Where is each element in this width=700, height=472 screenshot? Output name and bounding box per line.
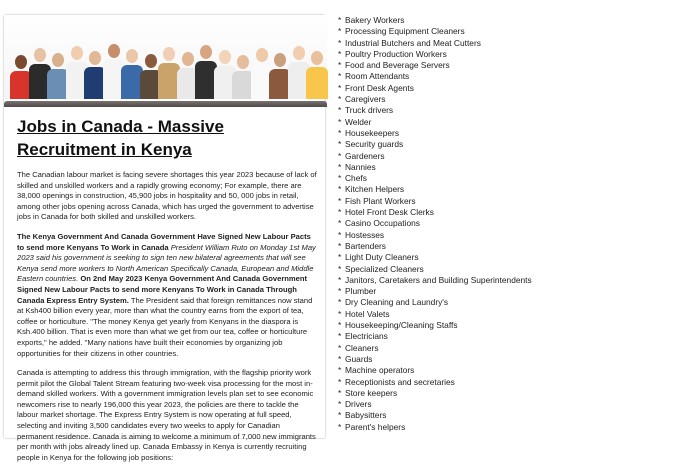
job-title: Housekeepers (345, 127, 400, 138)
job-list-item (338, 26, 698, 37)
job-list-item (338, 218, 698, 229)
job-title: Bakery Workers (345, 15, 405, 25)
job-title: Hotel Front Desk Clerks (345, 207, 434, 218)
bullet-marker: * (338, 82, 342, 93)
job-title: Industrial Butchers and Meat Cutters (345, 37, 481, 48)
job-list-item (338, 60, 698, 71)
bullet-marker: * (338, 37, 342, 48)
job-list-item (338, 49, 698, 60)
job-list-item (338, 297, 698, 308)
job-list-item (338, 331, 698, 342)
job-list-item (338, 139, 698, 150)
bullet-marker: * (338, 240, 342, 251)
job-title: Parent's helpers (345, 421, 406, 432)
bullet-marker: * (338, 71, 342, 82)
job-title: Truck drivers (345, 105, 394, 116)
job-title: Plumber (345, 286, 377, 297)
bullet-marker: * (338, 421, 342, 432)
article-paragraph-immigration: Canada is attempting to address this through immigration, with the flagship priority work permit pilot the Global Talent Stream featuring two-week visa processing for the most in-demand skilled workers. With a government immigration levels plan set to see economic newcomers rise to nearly 196,000 this year 2023, the policies are there to tackle the labour market shortage. The Express Entry System is now operating at full speed, selecting and inviting 3,500 candidates every two weeks to apply for Canadian permanent residence. Canada is aiming to welcome a minimum of 7,000 new immigrants per month with jobs already lined up. Canada Embassy in Kenya is currently recruiting people in Kenya for the following job positions: (17, 368, 316, 462)
job-list-item (338, 173, 698, 184)
job-list-item (338, 38, 698, 49)
job-positions-list (338, 15, 698, 433)
bullet-marker: * (338, 184, 342, 195)
bullet-marker: * (338, 308, 342, 319)
job-title: Light Duty Cleaners (345, 252, 419, 263)
job-title: Drivers (345, 399, 372, 410)
job-title: Cleaners (345, 342, 379, 353)
job-list-item (338, 264, 698, 275)
bullet-marker: * (338, 320, 342, 331)
job-title: Fish Plant Workers (345, 195, 416, 206)
bullet-marker: * (338, 26, 342, 37)
job-list-item (338, 399, 698, 410)
labour-pacts-headline: The Kenya Government And Canada Government Have Signed New Labour Pacts to send more Kenyans To Work in Canada (17, 231, 311, 252)
remittances-text: The President said that foreign remittances now stand at Ksh400 billion every year, more than what the country earns from the export of tea, coffee or horticulture. "The money Kenya get yearly from Kenyans in the diaspora is Ksh.400 billion. That is even more than what we get from our tea, coffee or horticulture exports," he added. "Many nations have built their economies by organizing job opportunities for their citizens in other countries. (17, 295, 313, 358)
article-paragraph-labour-pacts (17, 232, 317, 359)
job-list-item (338, 275, 698, 286)
job-list-item (338, 309, 698, 320)
bullet-marker: * (338, 252, 342, 263)
bullet-marker: * (338, 116, 342, 127)
job-title: Janitors, Caretakers and Building Superintendents (345, 274, 532, 285)
article-title[interactable]: Jobs in Canada - Massive Recruitment in Kenya (17, 117, 224, 159)
job-title: Poultry Production Workers (345, 48, 447, 59)
bullet-marker: * (338, 331, 342, 342)
job-title: Dry Cleaning and Laundry's (345, 297, 449, 308)
article-divider (4, 101, 327, 107)
bullet-marker: * (338, 263, 342, 274)
job-title: Processing Equipment Cleaners (345, 26, 465, 37)
job-list-item (338, 388, 698, 399)
bullet-marker: * (338, 286, 342, 297)
job-title: Hotel Valets (345, 308, 390, 319)
job-title: Gardeners (345, 150, 385, 161)
job-list-item (338, 377, 698, 388)
job-list-item (338, 83, 698, 94)
bullet-marker: * (338, 387, 342, 398)
bullet-marker: * (338, 127, 342, 138)
job-list-item (338, 94, 698, 105)
job-title: Security guards (345, 139, 404, 150)
job-title: Welder (345, 116, 372, 127)
bullet-marker: * (338, 353, 342, 364)
job-title: Room Attendants (345, 71, 410, 82)
job-title: Guards (345, 353, 373, 364)
bullet-marker: * (338, 207, 342, 218)
bullet-marker: * (338, 94, 342, 105)
workers-banner-image (4, 15, 327, 99)
job-title: Hostesses (345, 229, 385, 240)
bullet-marker: * (338, 60, 342, 71)
job-list-item (338, 196, 698, 207)
job-title: Food and Beverage Servers (345, 60, 450, 71)
bullet-marker: * (338, 139, 342, 150)
bullet-marker: * (338, 297, 342, 308)
job-title: Casino Occupations (345, 218, 420, 229)
bullet-marker: * (338, 218, 342, 229)
job-title: Machine operators (345, 365, 415, 376)
article-paragraph-intro: The Canadian labour market is facing severe shortages this year 2023 because of lack of skilled and unskilled workers and a rapidly growing economy; For example, there are 38,000 openings in construction, 45,900 jobs in hospitality and 50, 000 jobs in retail, among other jobs opening across Canada, which has urged the government to advertise jobs in Canada for both skilled and unskilled workers. (17, 170, 317, 222)
job-list-item (338, 343, 698, 354)
job-title: Caregivers (345, 94, 386, 105)
article-body (17, 115, 317, 472)
bullet-marker: * (338, 161, 342, 172)
bullet-marker: * (338, 376, 342, 387)
job-title: Specialized Cleaners (345, 263, 424, 274)
job-list-item (338, 286, 698, 297)
job-list-item (338, 184, 698, 195)
job-list-item (338, 354, 698, 365)
job-title: Babysitters (345, 410, 387, 421)
bullet-marker: * (338, 173, 342, 184)
job-title: Nannies (345, 161, 376, 172)
job-list-item (338, 207, 698, 218)
job-title: Receptionists and secretaries (345, 376, 455, 387)
article-card (3, 14, 326, 462)
job-list-item (338, 422, 698, 433)
bullet-marker: * (338, 274, 342, 285)
bullet-marker: * (338, 342, 342, 353)
bullet-marker: * (338, 150, 342, 161)
job-list-item (338, 105, 698, 116)
job-title: Store keepers (345, 387, 398, 398)
ruto-statement: President William Ruto on Monday 1st May 2023 said his government is seeking to sign ten new bilateral agreements that will see Kenya send more workers to North American Specifically Canada, European and Middle Eastern countries. (17, 242, 316, 284)
bullet-marker: * (338, 195, 342, 206)
bullet-marker: * (338, 48, 342, 59)
job-list-item (338, 320, 698, 331)
job-title: Kitchen Helpers (345, 184, 405, 195)
bullet-marker: * (338, 15, 342, 25)
bullet-marker: * (338, 410, 342, 421)
bullet-marker: * (338, 399, 342, 410)
bullet-marker: * (338, 105, 342, 116)
job-title: Housekeeping/Cleaning Staffs (345, 320, 458, 331)
job-title: Front Desk Agents (345, 82, 414, 93)
job-list-item (338, 241, 698, 252)
job-title: Electricians (345, 331, 388, 342)
job-list-item (338, 162, 698, 173)
job-list-item (338, 71, 698, 82)
job-list-item (338, 252, 698, 263)
bullet-marker: * (338, 365, 342, 376)
job-list-item (338, 15, 698, 26)
job-title: Chefs (345, 173, 367, 184)
job-list-item (338, 230, 698, 241)
bullet-marker: * (338, 229, 342, 240)
job-list-item (338, 117, 698, 128)
job-list-item (338, 410, 698, 421)
express-entry-headline: On 2nd May 2023 Kenya Government And Canada Government Signed New Labour Pacts to send more Kenyans To Work in Canada Through Canada Express Entry System. (17, 274, 308, 305)
worker-figure (306, 51, 328, 99)
job-list-item (338, 151, 698, 162)
job-title: Bartenders (345, 240, 386, 251)
job-list-item (338, 128, 698, 139)
job-list-item (338, 365, 698, 376)
